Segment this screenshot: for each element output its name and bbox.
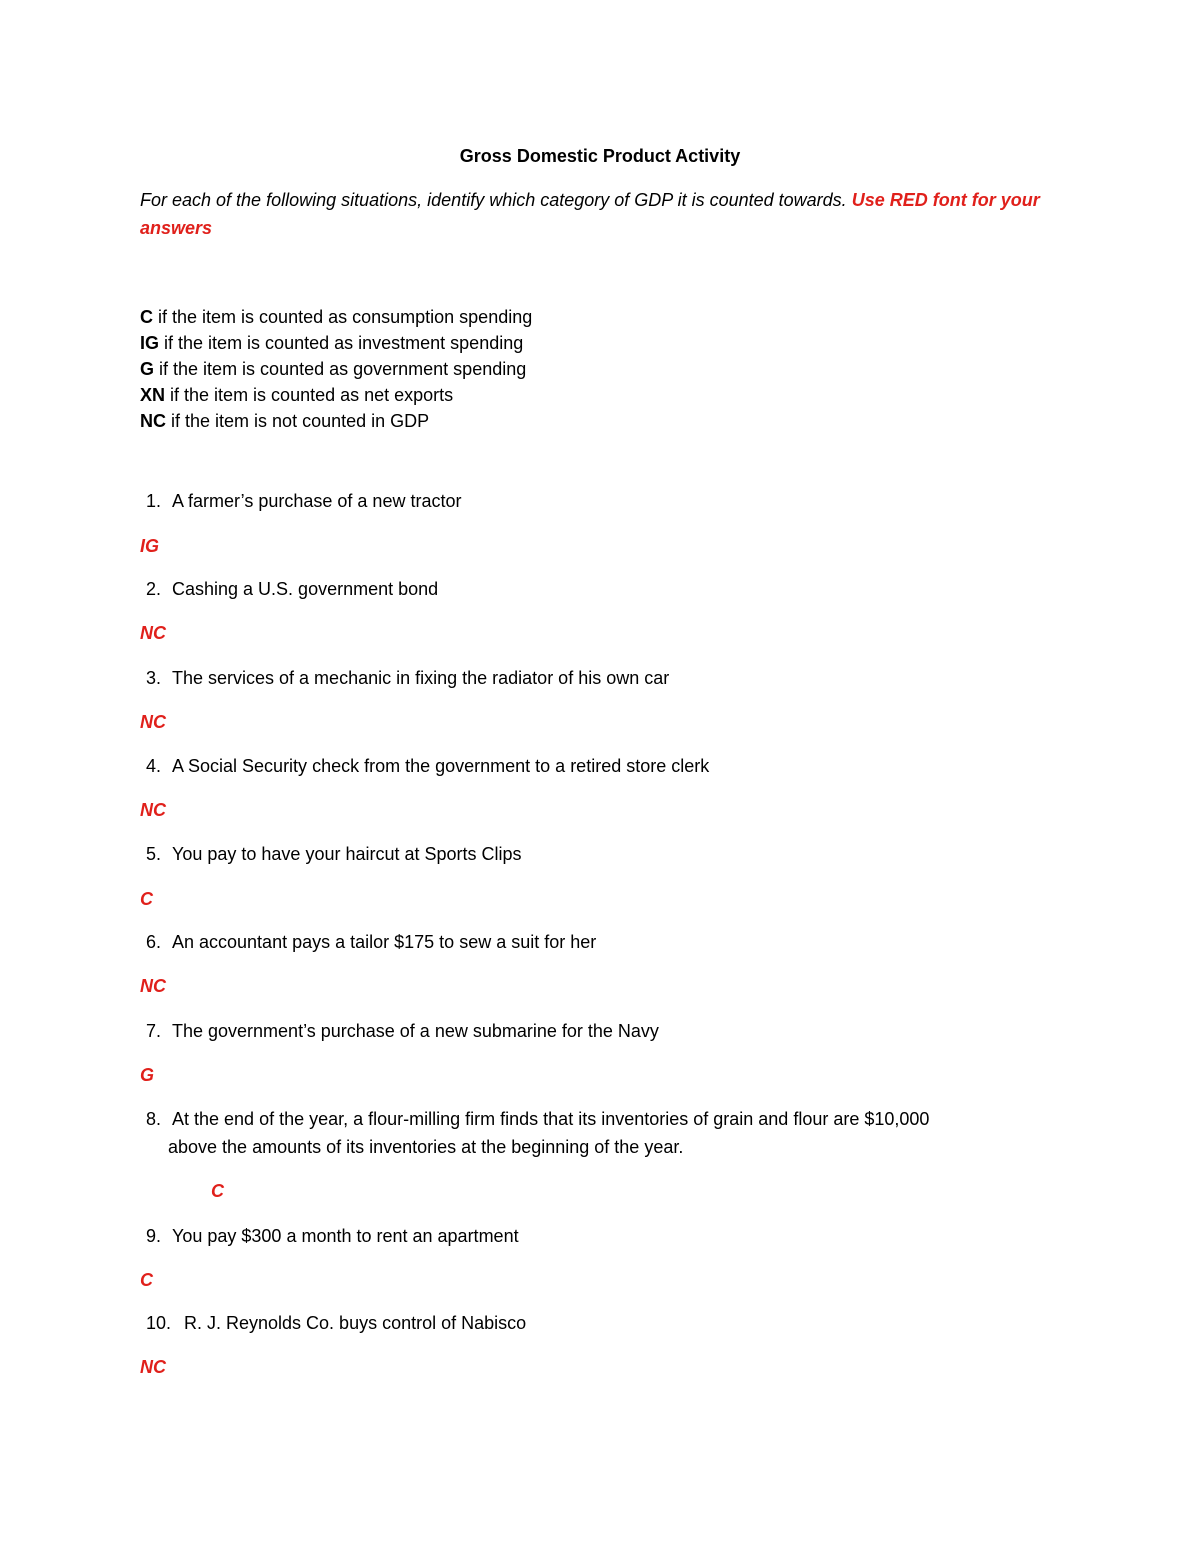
answer: NC: [140, 623, 166, 643]
question-text: A Social Security check from the government to a retired store clerk: [172, 756, 710, 776]
legend-code: XN: [140, 385, 166, 405]
answer: NC: [140, 800, 166, 820]
question-text: A farmer’s purchase of a new tractor: [172, 491, 462, 511]
question-item: [146, 664, 1046, 692]
question-item: [146, 1105, 1046, 1161]
question-item: [146, 575, 1046, 603]
legend-text: if the item is counted as investment spending: [164, 333, 524, 353]
category-legend: [140, 304, 1040, 434]
question-text: The services of a mechanic in fixing the radiator of his own car: [172, 668, 670, 688]
question-item: [146, 752, 1046, 780]
question-number: 9.: [146, 1226, 162, 1246]
question-number: 4.: [146, 756, 162, 776]
answer: C: [211, 1181, 224, 1201]
legend-item: [140, 408, 1040, 434]
question-text: The government’s purchase of a new submarine for the Navy: [172, 1021, 659, 1041]
legend-code: G: [140, 359, 155, 379]
question-number: 7.: [146, 1021, 162, 1041]
legend-text: if the item is counted as net exports: [170, 385, 454, 405]
question-item: [146, 1017, 1046, 1045]
answer: C: [140, 1270, 153, 1290]
answer: C: [140, 889, 153, 909]
legend-code: IG: [140, 333, 160, 353]
legend-code: NC: [140, 411, 166, 431]
question-number: 2.: [146, 579, 162, 599]
legend-item: [140, 356, 1040, 382]
legend-text: if the item is counted as government spending: [159, 359, 527, 379]
question-number: 6.: [146, 932, 162, 952]
question-text: An accountant pays a tailor $175 to sew a suit for her: [172, 932, 597, 952]
question-text: At the end of the year, a flour-milling firm finds that its inventories of grain and flour are $10,000: [172, 1109, 930, 1129]
question-number: 5.: [146, 844, 162, 864]
answer: NC: [140, 1357, 166, 1377]
question-text: Cashing a U.S. government bond: [172, 579, 439, 599]
question-text: You pay to have your haircut at Sports Clips: [172, 844, 522, 864]
question-text-continued: above the amounts of its inventories at the beginning of the year.: [168, 1137, 684, 1157]
answer: IG: [140, 536, 160, 556]
legend-text: if the item is not counted in GDP: [171, 411, 430, 431]
answer: NC: [140, 976, 166, 996]
answer: G: [140, 1065, 155, 1085]
question-item: [146, 928, 1046, 956]
legend-text: if the item is counted as consumption spending: [158, 307, 533, 327]
page-title: Gross Domestic Product Activity: [459, 146, 741, 166]
question-item: [146, 840, 1046, 868]
question-number: 10.: [146, 1313, 172, 1333]
legend-item: [140, 304, 1040, 330]
instructions: [140, 186, 1060, 242]
instructions-emphasis: Use RED font for your answers: [140, 190, 1040, 238]
question-number: 8.: [146, 1109, 162, 1129]
question-item: [146, 1309, 1046, 1337]
question-text: R. J. Reynolds Co. buys control of Nabisco: [184, 1313, 527, 1333]
question-text: You pay $300 a month to rent an apartment: [172, 1226, 519, 1246]
legend-code: C: [140, 307, 153, 327]
instructions-text: For each of the following situations, identify which category of GDP it is counted towards.: [140, 190, 847, 210]
question-number: 3.: [146, 668, 162, 688]
question-item: [146, 487, 1046, 515]
legend-item: [140, 330, 1040, 356]
legend-item: [140, 382, 1040, 408]
answer: NC: [140, 712, 166, 732]
question-item: [146, 1222, 1046, 1250]
question-number: 1.: [146, 491, 162, 511]
